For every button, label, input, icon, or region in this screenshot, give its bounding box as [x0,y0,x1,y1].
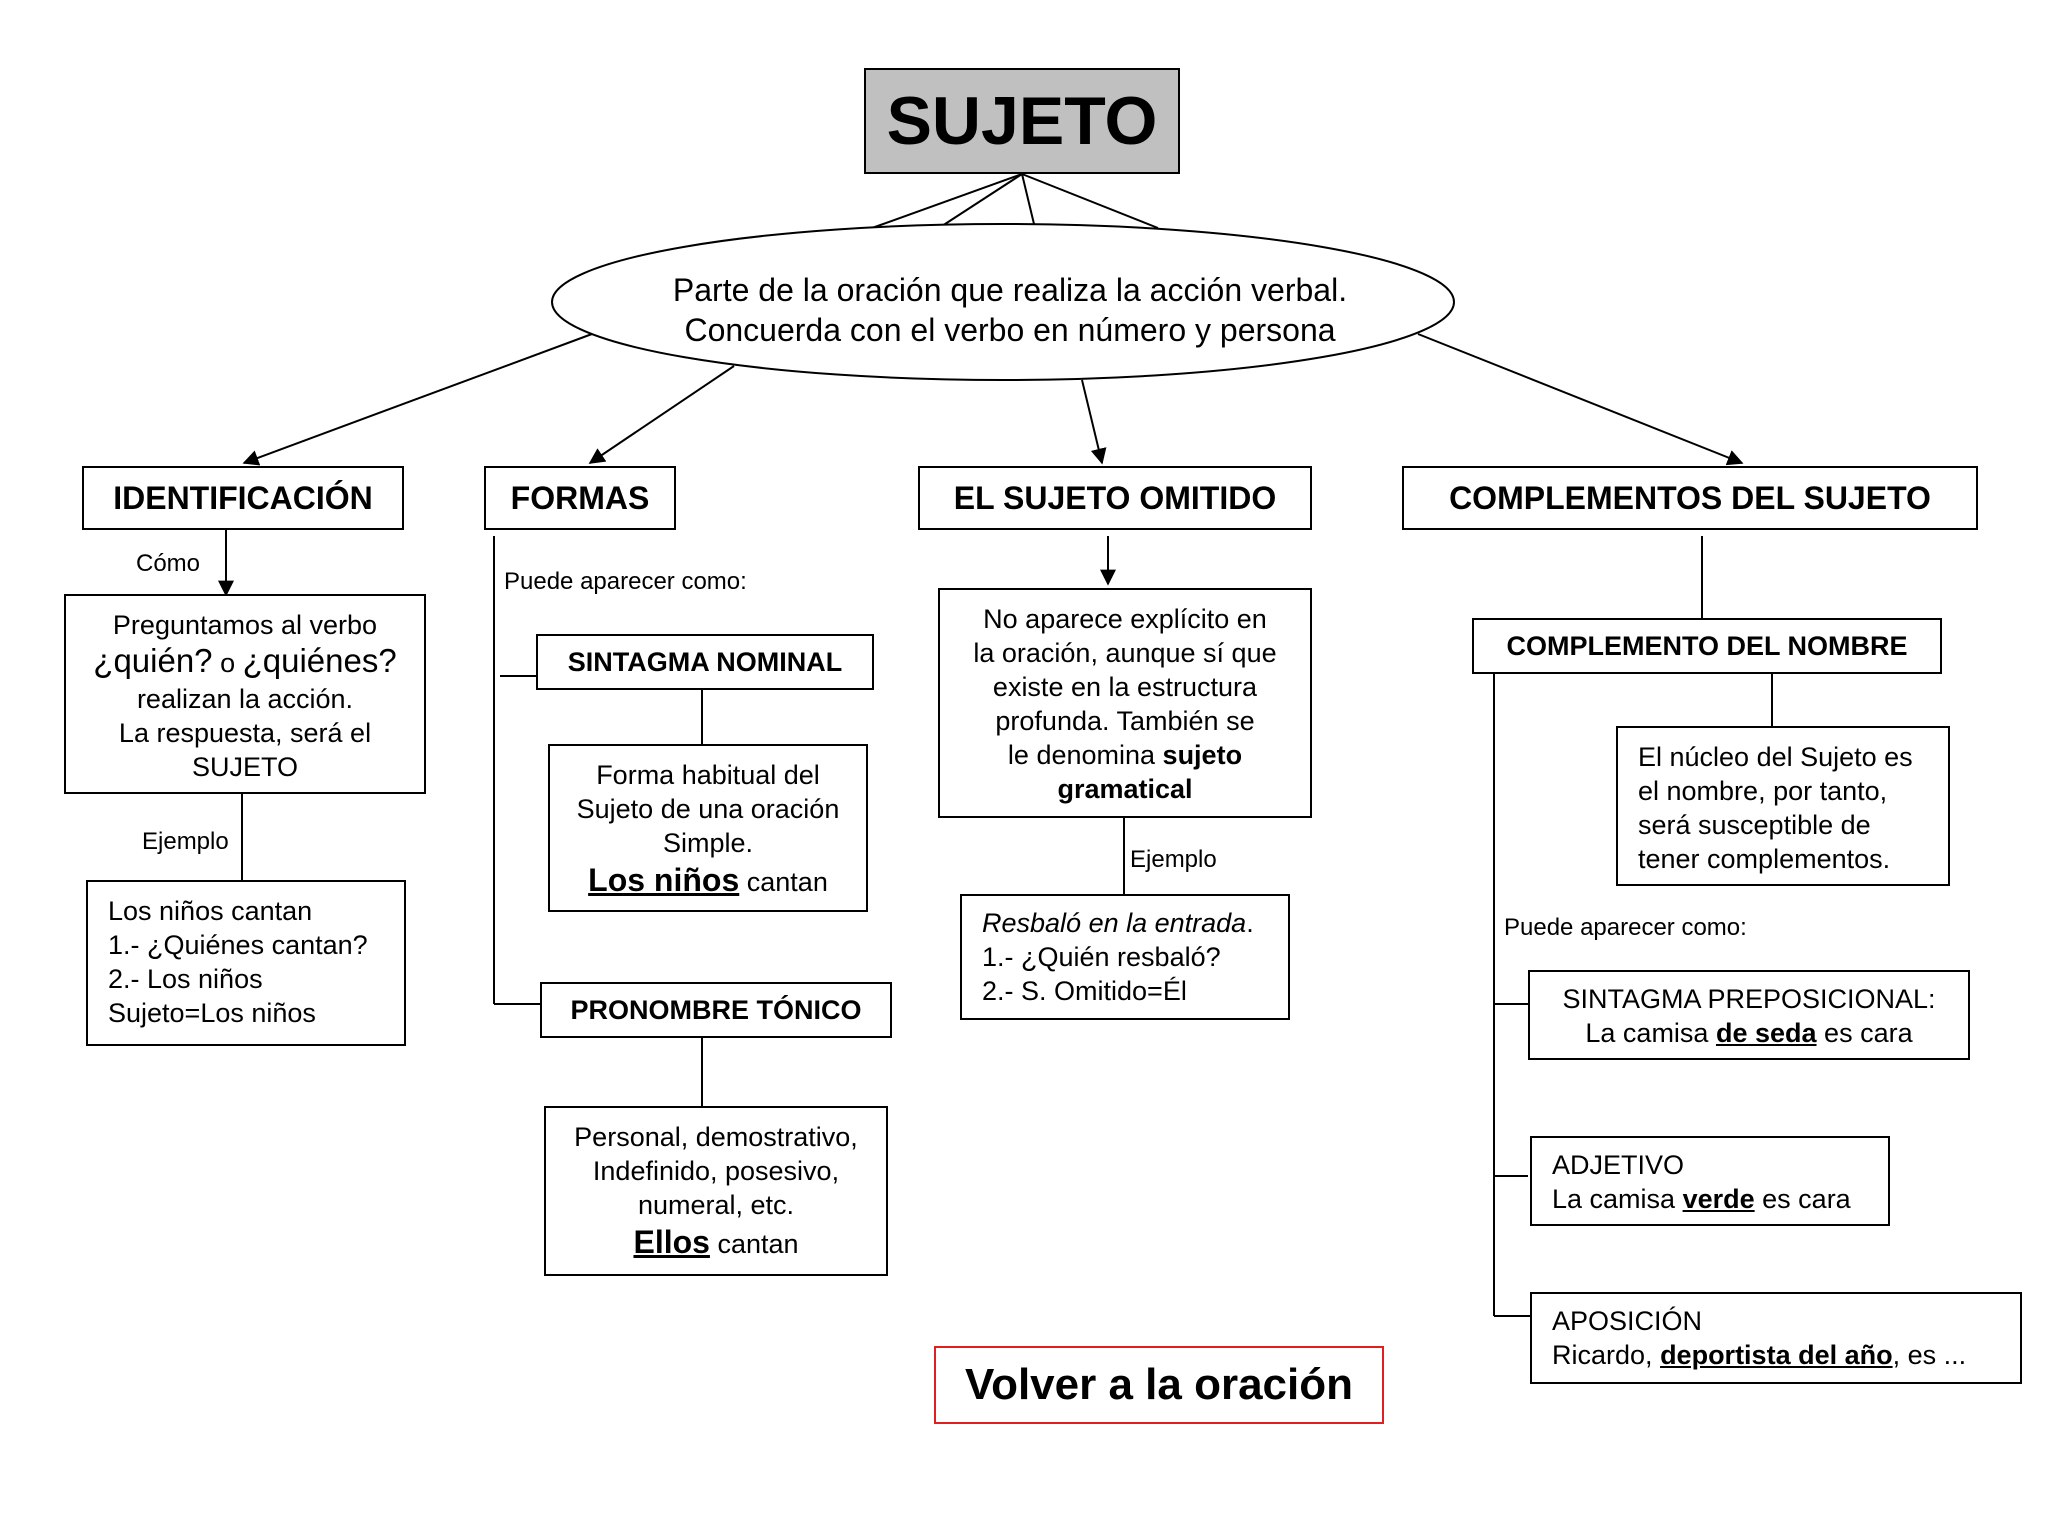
formas-puede-label: Puede aparecer como: [504,568,747,595]
question-line-5: SUJETO [191,752,299,782]
nucleo-line-4: tener complementos. [1638,844,1891,874]
identificacion-question-box [64,594,426,794]
sujeto-omitido-example-box [960,894,1290,1020]
identificacion-header: IDENTIFICACIÓN [82,466,404,530]
ejemplo-label-identificacion: Ejemplo [142,828,229,855]
definition-line-2: Concuerda con el verbo en número y persona [684,312,1336,348]
definition-text [560,270,1460,350]
ejemplo-label-omitido: Ejemplo [1130,846,1217,873]
pt-line-1: Personal, demostrativo, [574,1122,858,1152]
pronombre-tonico-box [544,1106,888,1276]
sintagma-nominal-header: SINTAGMA NOMINAL [536,634,874,690]
apos-example: Ricardo, deportista del año, es ... [1552,1340,1967,1370]
adjetivo-box [1530,1136,1890,1226]
sujeto-omitido-box [938,588,1312,818]
so-line-1: No aparece explícito en [983,604,1267,634]
question-line-3: realizan la acción. [136,684,354,714]
question-line-1: Preguntamos al verbo [112,610,378,640]
nucleo-box [1616,726,1950,886]
complementos-puede-label: Puede aparecer como: [1504,914,1747,941]
so-line-6: gramatical [1057,774,1193,804]
pt-line-3: numeral, etc. [637,1190,795,1220]
sn-line-3: Simple. [662,828,754,858]
apos-title: APOSICIÓN [1552,1306,1703,1336]
adj-example: La camisa verde es cara [1552,1184,1851,1214]
so-example-line-1: Resbaló en la entrada. [982,908,1254,938]
example-line-4: Sujeto=Los niños [108,998,316,1028]
so-line-5: le denomina sujeto [1007,740,1243,770]
question-line-2: ¿quién? o ¿quiénes? [93,642,397,679]
so-line-4: profunda. También se [995,706,1255,736]
sintagma-nominal-box [548,744,868,912]
identificacion-example-box [86,880,406,1046]
example-line-3: 2.- Los niños [108,964,263,994]
nucleo-line-3: será susceptible de [1638,810,1871,840]
complementos-header: COMPLEMENTOS DEL SUJETO [1402,466,1978,530]
so-line-3: existe en la estructura [992,672,1258,702]
question-line-4: La respuesta, será el [118,718,372,748]
example-line-1: Los niños cantan [108,896,313,926]
sn-example: Los niños cantan [588,862,828,898]
title-box: SUJETO [864,68,1180,174]
so-example-line-3: 2.- S. Omitido=Él [982,976,1187,1006]
prep-example: La camisa de seda es cara [1585,1018,1913,1048]
so-line-2: la oración, aunque sí que [973,638,1277,668]
aposicion-box [1530,1292,2022,1384]
pt-line-2: Indefinido, posesivo, [592,1156,840,1186]
sintagma-preposicional-box [1528,970,1970,1060]
so-example-line-2: 1.- ¿Quién resbaló? [982,942,1221,972]
sujeto-omitido-header: EL SUJETO OMITIDO [918,466,1312,530]
nucleo-line-1: El núcleo del Sujeto es [1638,742,1913,772]
definition-line-1: Parte de la oración que realiza la acción verbal. [672,272,1348,308]
complemento-nombre-header: COMPLEMENTO DEL NOMBRE [1472,618,1942,674]
formas-header: FORMAS [484,466,676,530]
prep-title: SINTAGMA PREPOSICIONAL: [1562,984,1936,1014]
pronombre-tonico-header: PRONOMBRE TÓNICO [540,982,892,1038]
example-line-2: 1.- ¿Quiénes cantan? [108,930,368,960]
adj-title: ADJETIVO [1552,1150,1685,1180]
pt-example: Ellos cantan [633,1224,799,1260]
como-label: Cómo [136,550,201,577]
sn-line-1: Forma habitual del [596,760,820,790]
volver-button[interactable]: Volver a la oración [934,1346,1384,1424]
sn-line-2: Sujeto de una oración [576,794,840,824]
nucleo-line-2: el nombre, por tanto, [1638,776,1888,806]
